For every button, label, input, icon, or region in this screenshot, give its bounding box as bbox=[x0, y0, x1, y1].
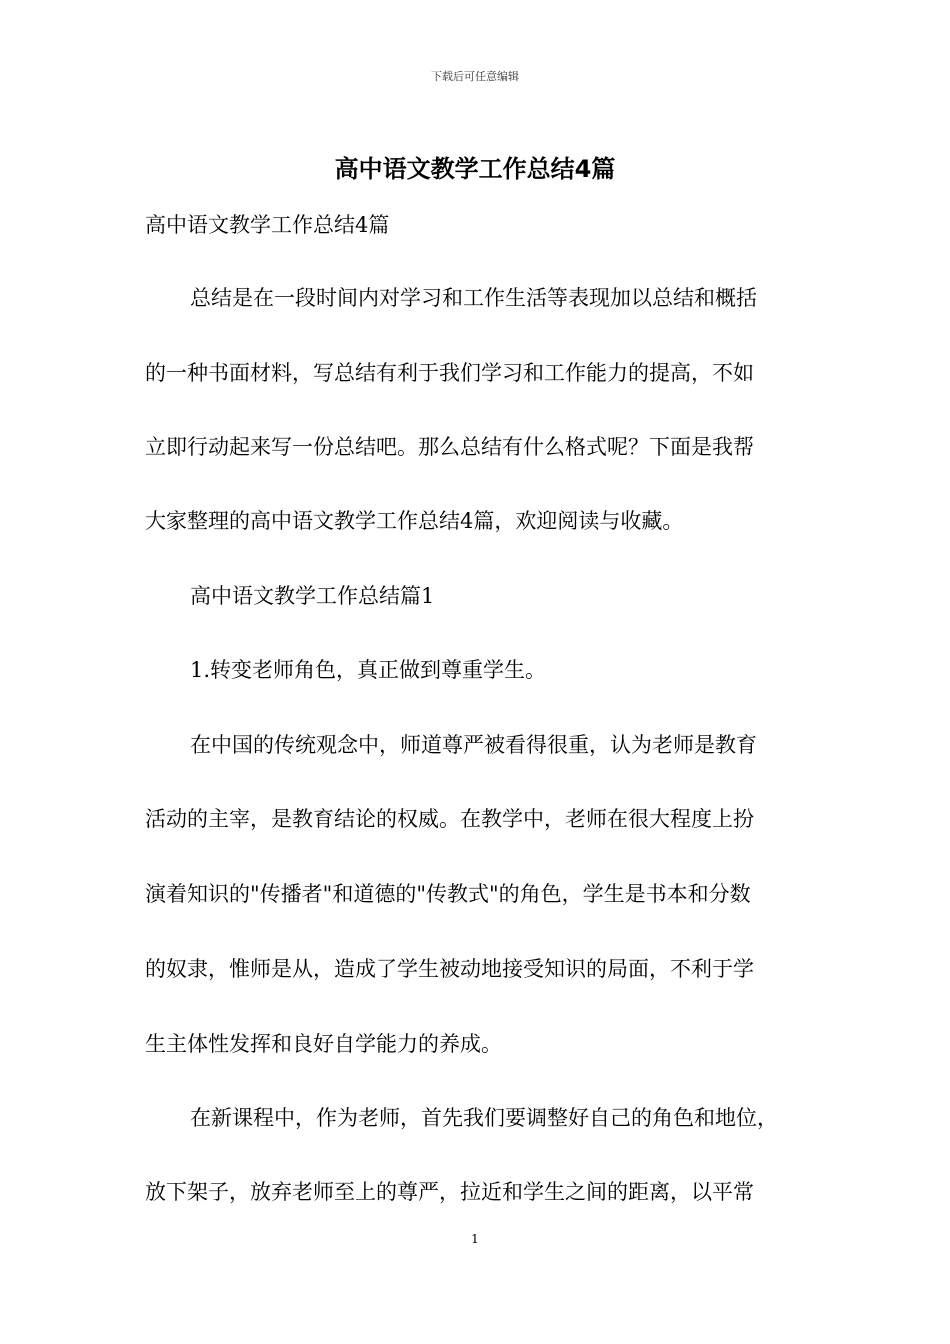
paragraph-line: 生主体性发挥和良好自学能力的养成。 bbox=[145, 1032, 502, 1056]
section-heading: 高中语文教学工作总结篇1 bbox=[190, 584, 435, 608]
paragraph-line: 放下架子，放弃老师至上的尊严，拉近和学生之间的距离，以平常 bbox=[145, 1180, 754, 1204]
paragraph-line: 演着知识的"传播者"和道德的"传教式"的角色，学生是书本和分数 bbox=[145, 882, 751, 906]
paragraph-line: 的奴隶，惟师是从，造成了学生被动地接受知识的局面，不利于学 bbox=[145, 957, 754, 981]
paragraph-line: 活动的主宰，是教育结论的权威。在教学中，老师在很大程度上扮 bbox=[145, 807, 754, 831]
numbered-point: 1.转变老师角色，真正做到尊重学生。 bbox=[190, 658, 547, 682]
subtitle-line: 高中语文教学工作总结4篇 bbox=[145, 213, 390, 237]
header-note: 下载后可任意编辑 bbox=[431, 70, 519, 83]
paragraph-line: 的一种书面材料，写总结有利于我们学习和工作能力的提高，不如 bbox=[145, 361, 754, 385]
paragraph-line: 在新课程中，作为老师，首先我们要调整好自己的角色和地位， bbox=[190, 1106, 778, 1130]
document-title: 高中语文教学工作总结4篇 bbox=[334, 155, 616, 183]
page-number: 1 bbox=[471, 1232, 479, 1246]
paragraph-line: 在中国的传统观念中，师道尊严被看得很重，认为老师是教育 bbox=[190, 733, 757, 757]
paragraph-line: 立即行动起来写一份总结吧。那么总结有什么格式呢？下面是我帮 bbox=[145, 435, 754, 459]
paragraph-line: 大家整理的高中语文教学工作总结4篇，欢迎阅读与收藏。 bbox=[145, 509, 684, 533]
paragraph-line: 总结是在一段时间内对学习和工作生活等表现加以总结和概括 bbox=[190, 286, 757, 310]
